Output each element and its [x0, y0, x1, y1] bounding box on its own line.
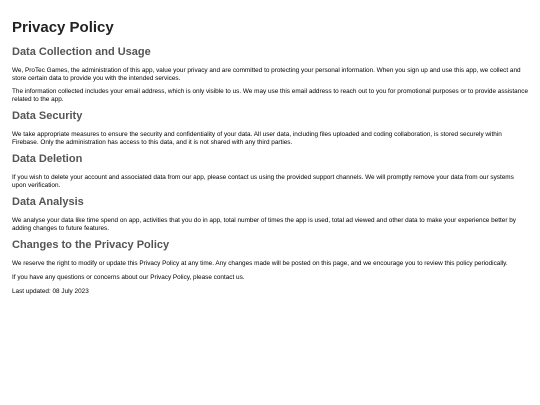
paragraph: We analyse your data like time spend on app, activities that you do in app, total number of times the app is used, total ad viewed and other data to make your experience better by adding changes to future features.	[12, 217, 516, 232]
paragraph: We reserve the right to modify or update this Privacy Policy at any time. Any changes made will be posted on this page, and we encourage you to review this policy periodically.	[12, 260, 508, 267]
paragraph: The information collected includes your email address, which is only visible to us. We may use this email address to reach out to you for promotional purposes or to provide assistance related to the app.	[12, 88, 529, 103]
paragraph: If you have any questions or concerns about our Privacy Policy, please contact us.	[12, 273, 245, 281]
paragraph: We, ProTec Games, the administration of this app, value your privacy and are committed to protecting your personal information. When you sign up and use this app, we collect and store certain data to provide you with the intended services.	[12, 67, 521, 82]
section-policy-changes	[12, 239, 528, 281]
section-data-analysis	[12, 196, 528, 232]
section-heading: Data Deletion	[12, 153, 83, 165]
section-heading: Data Collection and Usage	[12, 46, 151, 58]
section-data-security	[12, 110, 528, 146]
section-heading: Changes to the Privacy Policy	[12, 239, 170, 251]
page-title: Privacy Policy	[12, 19, 114, 36]
section-data-collection	[12, 46, 528, 103]
paragraph: If you wish to delete your account and associated data from our app, please contact us using the provided support channels. We will promptly remove your data from our systems upon verification.	[12, 174, 514, 189]
section-heading: Data Analysis	[12, 196, 84, 208]
last-updated-text: Last updated: 08 July 2023	[12, 288, 89, 295]
section-data-deletion	[12, 153, 528, 189]
section-heading: Data Security	[12, 110, 83, 122]
paragraph: We take appropriate measures to ensure the security and confidentiality of your data. All user data, including files uploaded and coding collaboration, is stored securely within Firebase. Only the administration has access to this data, and it is not shared with any third parties.	[12, 131, 502, 146]
